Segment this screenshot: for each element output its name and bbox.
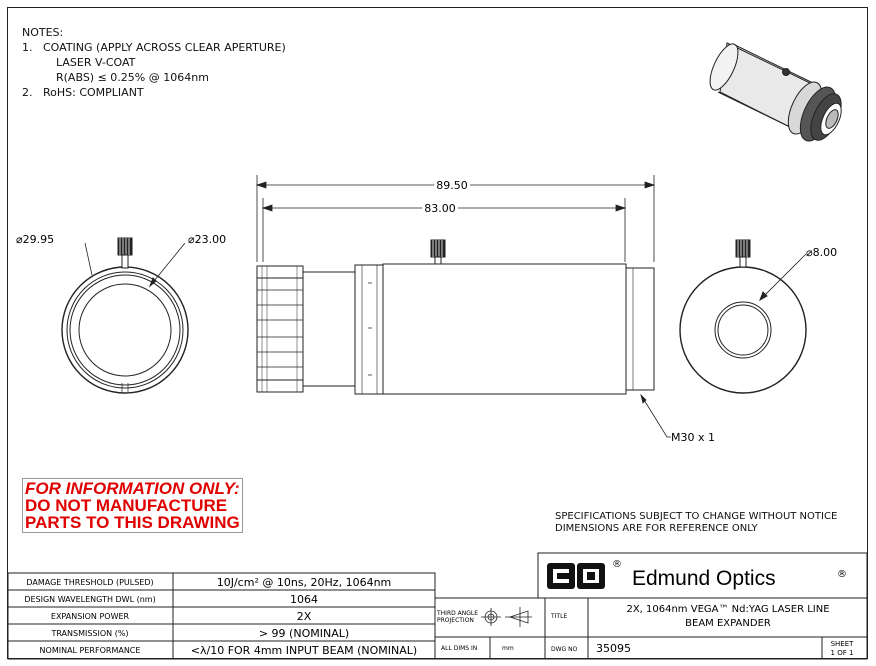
spec-value: 10J/cm² @ 10ns, 20Hz, 1064nm xyxy=(216,576,392,589)
svg-text:®: ® xyxy=(612,559,622,570)
note-number: 1. xyxy=(22,41,33,54)
projection-label: THIRD ANGLE xyxy=(437,610,479,617)
sheet-label: SHEET xyxy=(830,640,854,648)
dim-label-output-dia: ⌀8.00 xyxy=(806,246,838,259)
units-label: ALL DIMS IN xyxy=(441,645,478,652)
warning-line: FOR INFORMATION ONLY: xyxy=(25,479,240,498)
dim-label-outer-dia: ⌀29.95 xyxy=(16,233,55,246)
thread-leader xyxy=(641,395,671,437)
note-number: 2. xyxy=(22,86,33,99)
dwg-no-value: 35095 xyxy=(596,642,631,655)
thread-label: M30 x 1 xyxy=(671,431,715,444)
note-text: RoHS: COMPLIANT xyxy=(43,86,144,99)
spec-label: EXPANSION POWER xyxy=(50,612,130,621)
title-line: BEAM EXPANDER xyxy=(685,618,771,629)
warning-line: PARTS TO THIS DRAWING xyxy=(25,513,240,532)
front-view-input xyxy=(62,238,188,393)
warning-box xyxy=(22,478,243,533)
notes-header: NOTES: xyxy=(22,26,64,39)
note-text: COATING (APPLY ACROSS CLEAR APERTURE) xyxy=(43,41,286,54)
registered-mark: ® xyxy=(837,569,847,580)
side-view xyxy=(257,240,654,394)
title-label: TITLE xyxy=(551,613,568,620)
dim-label-overall: 89.50 xyxy=(436,179,468,192)
spec-value: > 99 (NOMINAL) xyxy=(258,627,350,640)
spec-label: NOMINAL PERFORMANCE xyxy=(39,646,141,655)
dwg-no-label: DWG NO xyxy=(551,646,578,653)
spec-value: 1064 xyxy=(290,593,318,606)
disclaimer-line: SPECIFICATIONS SUBJECT TO CHANGE WITHOUT NOTICE xyxy=(555,511,838,522)
spec-label: DESIGN WAVELENGTH DWL (nm) xyxy=(24,595,156,604)
spec-label: DAMAGE THRESHOLD (PULSED) xyxy=(26,578,154,587)
warning-line: DO NOT MANUFACTURE xyxy=(25,496,228,515)
disclaimer-line: DIMENSIONS ARE FOR REFERENCE ONLY xyxy=(555,523,758,534)
note-text: LASER V-COAT xyxy=(56,56,136,69)
dim-label-clear-dia: ⌀23.00 xyxy=(188,233,227,246)
spec-value: <λ/10 FOR 4mm INPUT BEAM (NOMINAL) xyxy=(190,644,418,657)
edmund-optics-logo xyxy=(547,559,622,589)
sheet-value: 1 OF 1 xyxy=(830,649,854,657)
disclaimer-text xyxy=(555,511,837,535)
third-angle-projection-icon xyxy=(481,607,532,627)
title-line: 2X, 1064nm VEGA™ Nd:YAG LASER LINE xyxy=(626,604,830,615)
spec-value: 2X xyxy=(296,610,312,623)
isometric-view xyxy=(704,40,847,146)
note-text: R(ABS) ≤ 0.25% @ 1064nm xyxy=(56,71,209,84)
projection-label: PROJECTION xyxy=(437,617,474,624)
company-name: Edmund Optics xyxy=(632,567,776,590)
units-value: mm xyxy=(502,645,514,652)
end-view-output xyxy=(680,240,806,393)
dim-label-body: 83.00 xyxy=(424,202,456,215)
spec-label: TRANSMISSION (%) xyxy=(51,629,129,638)
